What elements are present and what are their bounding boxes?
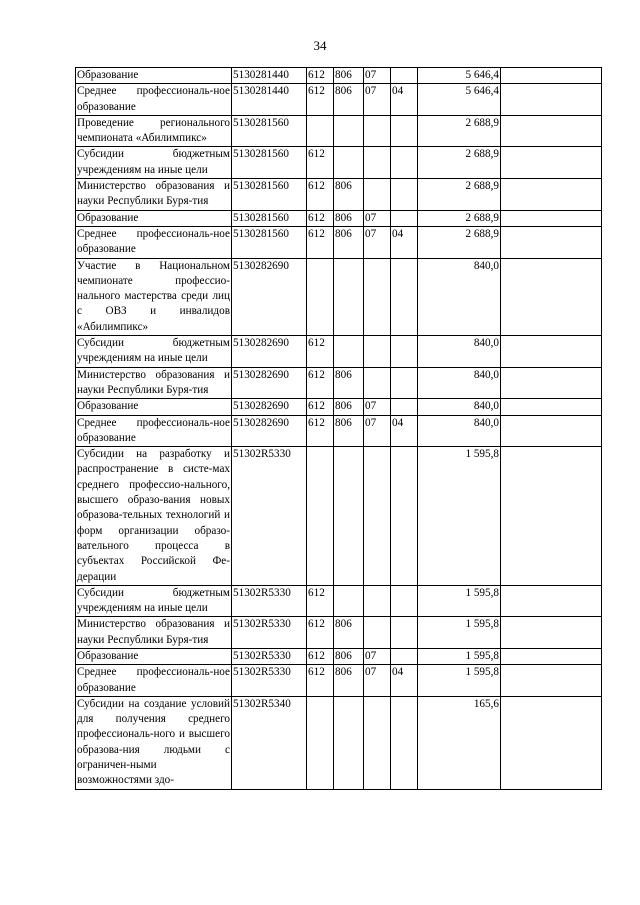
row-name-cell: Среднее профессиональ-ное образование bbox=[76, 226, 232, 258]
amount-cell: 1 595,8 bbox=[418, 648, 501, 664]
amount-cell: 2 688,9 bbox=[418, 115, 501, 147]
section-code-cell: 07 bbox=[364, 210, 391, 226]
subsection-code-cell bbox=[391, 336, 418, 368]
empty-column-cell bbox=[501, 665, 602, 697]
budget-table-body bbox=[76, 68, 602, 790]
ministry-code-cell: 806 bbox=[334, 399, 364, 415]
target-article-code-cell: 5130282690 bbox=[232, 336, 307, 368]
subsection-code-cell bbox=[391, 258, 418, 335]
empty-column-cell bbox=[501, 585, 602, 617]
ministry-code-cell: 806 bbox=[334, 665, 364, 697]
section-code-cell bbox=[364, 585, 391, 617]
expense-type-cell: 612 bbox=[307, 399, 334, 415]
amount-cell: 5 646,4 bbox=[418, 84, 501, 116]
ministry-code-cell bbox=[334, 696, 364, 789]
ministry-code-cell: 806 bbox=[334, 648, 364, 664]
empty-column-cell bbox=[501, 68, 602, 84]
row-name-cell: Образование bbox=[76, 648, 232, 664]
table-row bbox=[76, 415, 602, 447]
ministry-code-cell: 806 bbox=[334, 415, 364, 447]
section-code-cell bbox=[364, 367, 391, 399]
amount-cell: 840,0 bbox=[418, 415, 501, 447]
subsection-code-cell: 04 bbox=[391, 415, 418, 447]
expense-type-cell bbox=[307, 447, 334, 586]
subsection-code-cell: 04 bbox=[391, 226, 418, 258]
row-name-cell: Среднее профессиональ-ное образование bbox=[76, 415, 232, 447]
expense-type-cell bbox=[307, 258, 334, 335]
expense-type-cell: 612 bbox=[307, 84, 334, 116]
amount-cell: 2 688,9 bbox=[418, 210, 501, 226]
section-code-cell: 07 bbox=[364, 648, 391, 664]
expense-type-cell: 612 bbox=[307, 179, 334, 211]
subsection-code-cell bbox=[391, 696, 418, 789]
target-article-code-cell: 51302R5330 bbox=[232, 447, 307, 586]
target-article-code-cell: 51302R5330 bbox=[232, 665, 307, 697]
expense-type-cell: 612 bbox=[307, 617, 334, 649]
target-article-code-cell: 51302R5340 bbox=[232, 696, 307, 789]
empty-column-cell bbox=[501, 226, 602, 258]
table-row bbox=[76, 648, 602, 664]
empty-column-cell bbox=[501, 210, 602, 226]
expense-type-cell: 612 bbox=[307, 415, 334, 447]
empty-column-cell bbox=[501, 147, 602, 179]
target-article-code-cell: 5130282690 bbox=[232, 367, 307, 399]
row-name-cell: Участие в Национальном чемпионате профессио-нального мастерства среди лиц с ОВЗ и инвалидов «Абилимпикс» bbox=[76, 258, 232, 335]
section-code-cell: 07 bbox=[364, 226, 391, 258]
table-row bbox=[76, 447, 602, 586]
ministry-code-cell bbox=[334, 258, 364, 335]
subsection-code-cell bbox=[391, 115, 418, 147]
expense-type-cell: 612 bbox=[307, 68, 334, 84]
empty-column-cell bbox=[501, 617, 602, 649]
subsection-code-cell bbox=[391, 367, 418, 399]
amount-cell: 5 646,4 bbox=[418, 68, 501, 84]
amount-cell: 2 688,9 bbox=[418, 179, 501, 211]
page-number: 34 bbox=[313, 38, 327, 53]
row-name-cell: Образование bbox=[76, 68, 232, 84]
ministry-code-cell: 806 bbox=[334, 84, 364, 116]
row-name-cell: Министерство образования и науки Республики Буря-тия bbox=[76, 179, 232, 211]
target-article-code-cell: 5130281440 bbox=[232, 68, 307, 84]
empty-column-cell bbox=[501, 115, 602, 147]
amount-cell: 1 595,8 bbox=[418, 617, 501, 649]
amount-cell: 840,0 bbox=[418, 336, 501, 368]
expense-type-cell: 612 bbox=[307, 147, 334, 179]
row-name-cell: Среднее профессиональ-ное образование bbox=[76, 84, 232, 116]
table-row bbox=[76, 68, 602, 84]
target-article-code-cell: 5130282690 bbox=[232, 399, 307, 415]
section-code-cell bbox=[364, 336, 391, 368]
target-article-code-cell: 5130281560 bbox=[232, 179, 307, 211]
empty-column-cell bbox=[501, 367, 602, 399]
table-row bbox=[76, 179, 602, 211]
section-code-cell: 07 bbox=[364, 68, 391, 84]
table-row bbox=[76, 147, 602, 179]
table-row bbox=[76, 336, 602, 368]
subsection-code-cell bbox=[391, 447, 418, 586]
expense-type-cell: 612 bbox=[307, 648, 334, 664]
row-name-cell: Проведение регионального чемпионата «Абилимпикс» bbox=[76, 115, 232, 147]
expense-type-cell: 612 bbox=[307, 367, 334, 399]
expense-type-cell: 612 bbox=[307, 210, 334, 226]
expense-type-cell: 612 bbox=[307, 226, 334, 258]
empty-column-cell bbox=[501, 447, 602, 586]
section-code-cell bbox=[364, 147, 391, 179]
empty-column-cell bbox=[501, 696, 602, 789]
amount-cell: 2 688,9 bbox=[418, 226, 501, 258]
target-article-code-cell: 5130281560 bbox=[232, 115, 307, 147]
expense-type-cell bbox=[307, 696, 334, 789]
table-row bbox=[76, 585, 602, 617]
subsection-code-cell bbox=[391, 617, 418, 649]
subsection-code-cell bbox=[391, 68, 418, 84]
section-code-cell bbox=[364, 179, 391, 211]
amount-cell: 840,0 bbox=[418, 399, 501, 415]
target-article-code-cell: 51302R5330 bbox=[232, 648, 307, 664]
empty-column-cell bbox=[501, 258, 602, 335]
ministry-code-cell bbox=[334, 447, 364, 586]
section-code-cell bbox=[364, 115, 391, 147]
ministry-code-cell: 806 bbox=[334, 210, 364, 226]
table-row bbox=[76, 665, 602, 697]
section-code-cell bbox=[364, 696, 391, 789]
subsection-code-cell bbox=[391, 147, 418, 179]
target-article-code-cell: 5130281560 bbox=[232, 147, 307, 179]
expense-type-cell: 612 bbox=[307, 585, 334, 617]
row-name-cell: Министерство образования и науки Республики Буря-тия bbox=[76, 367, 232, 399]
subsection-code-cell: 04 bbox=[391, 665, 418, 697]
table-row bbox=[76, 84, 602, 116]
ministry-code-cell: 806 bbox=[334, 68, 364, 84]
ministry-code-cell bbox=[334, 585, 364, 617]
subsection-code-cell bbox=[391, 179, 418, 211]
empty-column-cell bbox=[501, 399, 602, 415]
row-name-cell: Субсидии бюджетным учреждениям на иные цели bbox=[76, 336, 232, 368]
row-name-cell: Министерство образования и науки Республики Буря-тия bbox=[76, 617, 232, 649]
ministry-code-cell bbox=[334, 336, 364, 368]
row-name-cell: Образование bbox=[76, 210, 232, 226]
subsection-code-cell: 04 bbox=[391, 84, 418, 116]
section-code-cell: 07 bbox=[364, 399, 391, 415]
table-row bbox=[76, 226, 602, 258]
ministry-code-cell: 806 bbox=[334, 617, 364, 649]
ministry-code-cell: 806 bbox=[334, 179, 364, 211]
amount-cell: 1 595,8 bbox=[418, 585, 501, 617]
target-article-code-cell: 5130281560 bbox=[232, 210, 307, 226]
section-code-cell bbox=[364, 447, 391, 586]
empty-column-cell bbox=[501, 648, 602, 664]
table-row bbox=[76, 258, 602, 335]
expense-type-cell bbox=[307, 115, 334, 147]
section-code-cell bbox=[364, 617, 391, 649]
target-article-code-cell: 5130281560 bbox=[232, 226, 307, 258]
table-row bbox=[76, 696, 602, 789]
amount-cell: 1 595,8 bbox=[418, 447, 501, 586]
subsection-code-cell bbox=[391, 210, 418, 226]
target-article-code-cell: 5130281440 bbox=[232, 84, 307, 116]
row-name-cell: Субсидии бюджетным учреждениям на иные цели bbox=[76, 585, 232, 617]
empty-column-cell bbox=[501, 415, 602, 447]
empty-column-cell bbox=[501, 84, 602, 116]
subsection-code-cell bbox=[391, 399, 418, 415]
subsection-code-cell bbox=[391, 585, 418, 617]
table-row bbox=[76, 210, 602, 226]
table-row bbox=[76, 399, 602, 415]
empty-column-cell bbox=[501, 336, 602, 368]
table-row bbox=[76, 617, 602, 649]
row-name-cell: Среднее профессиональ-ное образование bbox=[76, 665, 232, 697]
table-row bbox=[76, 115, 602, 147]
target-article-code-cell: 51302R5330 bbox=[232, 585, 307, 617]
target-article-code-cell: 51302R5330 bbox=[232, 617, 307, 649]
section-code-cell bbox=[364, 258, 391, 335]
amount-cell: 2 688,9 bbox=[418, 147, 501, 179]
amount-cell: 1 595,8 bbox=[418, 665, 501, 697]
ministry-code-cell: 806 bbox=[334, 226, 364, 258]
row-name-cell: Образование bbox=[76, 399, 232, 415]
subsection-code-cell bbox=[391, 648, 418, 664]
table-row bbox=[76, 367, 602, 399]
amount-cell: 165,6 bbox=[418, 696, 501, 789]
ministry-code-cell: 806 bbox=[334, 367, 364, 399]
budget-table bbox=[75, 67, 602, 790]
row-name-cell: Субсидии бюджетным учреждениям на иные цели bbox=[76, 147, 232, 179]
ministry-code-cell bbox=[334, 115, 364, 147]
row-name-cell: Субсидии на разработку и распространение в систе-мах среднего профессио-нального, высшего образо-вания новых образова-тельных технологий и форм организации образо-вательного процесса в субъектах Российской Фе-дерации bbox=[76, 447, 232, 586]
empty-column-cell bbox=[501, 179, 602, 211]
section-code-cell: 07 bbox=[364, 84, 391, 116]
target-article-code-cell: 5130282690 bbox=[232, 415, 307, 447]
expense-type-cell: 612 bbox=[307, 665, 334, 697]
section-code-cell: 07 bbox=[364, 665, 391, 697]
amount-cell: 840,0 bbox=[418, 258, 501, 335]
expense-type-cell: 612 bbox=[307, 336, 334, 368]
ministry-code-cell bbox=[334, 147, 364, 179]
row-name-cell: Субсидии на создание условий для получения среднего профессиональ-ного и высшего образова-ния людьми с ограничен-ными возможностями здо- bbox=[76, 696, 232, 789]
amount-cell: 840,0 bbox=[418, 367, 501, 399]
section-code-cell: 07 bbox=[364, 415, 391, 447]
target-article-code-cell: 5130282690 bbox=[232, 258, 307, 335]
